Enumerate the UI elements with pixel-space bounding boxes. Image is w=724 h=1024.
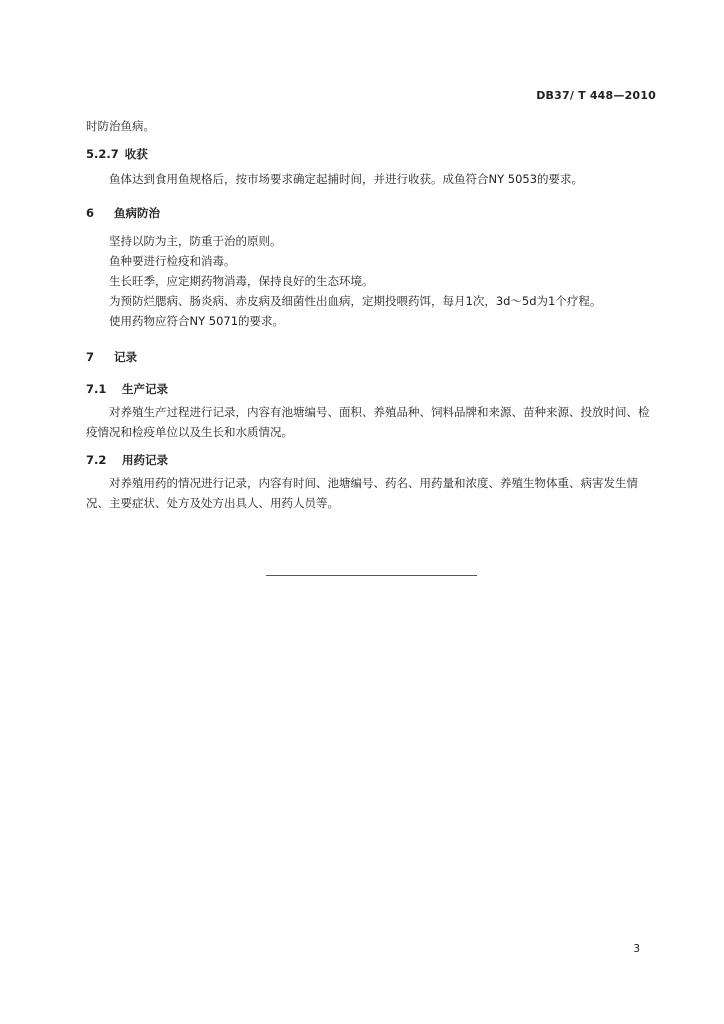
standard-code: DB37/ T 448—2010: [536, 89, 656, 102]
section-number: 5.2.7: [86, 147, 119, 161]
section-number: 7.1: [86, 382, 107, 396]
section-number: 7: [86, 350, 95, 364]
document-body: [86, 116, 658, 513]
section-title: 生产记录: [122, 382, 168, 396]
list-item: 使用药物应符合NY 5071的要求。: [109, 314, 285, 328]
section-title: 用药记录: [122, 453, 168, 467]
section-number: 6: [86, 206, 95, 220]
list-item: 坚持以防为主，防重于治的原则。: [109, 234, 282, 248]
page-number: 3: [633, 943, 640, 955]
section-7-2-heading: [86, 450, 658, 470]
section-title: 收获: [124, 147, 148, 161]
list-item: 生长旺季，应定期药物消毒，保持良好的生态环境。: [109, 274, 374, 288]
section-7-heading: [86, 347, 658, 367]
continuation-text: 时防治鱼病。: [86, 119, 155, 133]
section-6-list: [86, 231, 658, 331]
section-7-2-text: 对养殖用药的情况进行记录，内容有时间、池塘编号、药名、用药量和浓度、养殖生物体重、病害发生情况、主要症状、处方及处方出具人、用药人员等。: [86, 476, 638, 510]
end-of-document-rule: [266, 575, 477, 576]
section-7-1-heading: [86, 379, 658, 399]
section-title: 记录: [114, 350, 137, 364]
header-rule: [86, 106, 658, 107]
section-title: 鱼病防治: [114, 206, 160, 220]
section-number: 7.2: [86, 453, 107, 467]
list-item: 鱼种要进行检疫和消毒。: [109, 254, 236, 268]
section-5-2-7-heading: [86, 144, 658, 164]
section-5-2-7-text: 鱼体达到食用鱼规格后，按市场要求确定起捕时间，并进行收获。成鱼符合NY 5053的要求。: [109, 172, 584, 186]
section-6-heading: [86, 203, 658, 223]
list-item: 为预防烂腮病、肠炎病、赤皮病及细菌性出血病，定期投喂药饵，每月1次，3d～5d为1个疗程。: [109, 294, 602, 308]
section-7-1-text: 对养殖生产过程进行记录，内容有池塘编号、面积、养殖品种、饲料品牌和来源、苗种来源、投放时间、检疫情况和检疫单位以及生长和水质情况。: [86, 405, 650, 439]
